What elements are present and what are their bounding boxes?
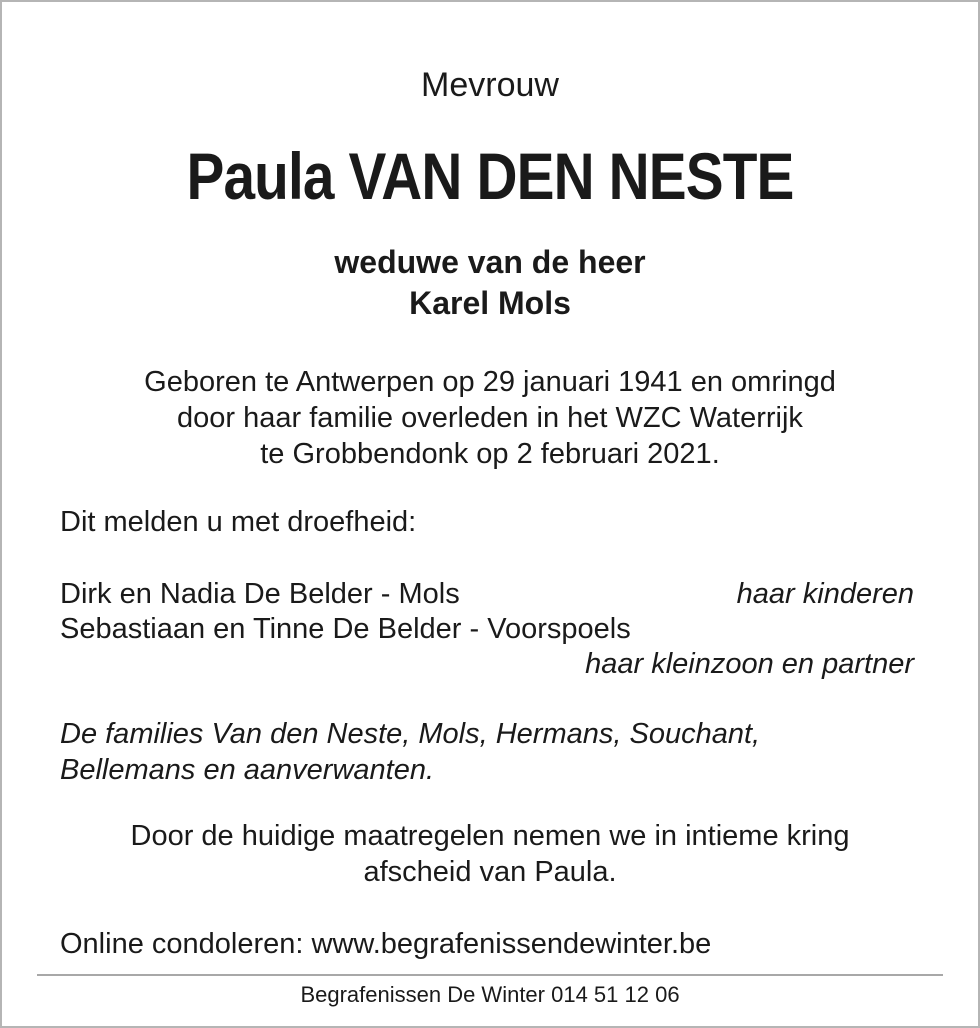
families-line: Bellemans en aanverwanten. [60, 754, 435, 786]
ceremony-text [2, 818, 978, 890]
widow-line: weduwe van de heer [334, 244, 646, 280]
birth-line: Geboren te Antwerpen op 29 januari 1941 en omringd [144, 366, 836, 398]
footer-text: Begrafenissen De Winter 014 51 12 06 [300, 982, 680, 1007]
condolence-link[interactable]: Online condoleren: www.begrafenissendewinter.be [60, 928, 712, 960]
ceremony-line: Door de huidige maatregelen nemen we in intieme kring [130, 820, 850, 852]
families-line: De families Van den Neste, Mols, Hermans, Souchant, [60, 718, 761, 750]
families-text [60, 716, 760, 788]
birth-text [2, 364, 978, 472]
family-names-grandson: Sebastiaan en Tinne De Belder - Voorspoels [60, 613, 631, 645]
announce-intro: Dit melden u met droefheid: [60, 506, 417, 538]
family-names-children: Dirk en Nadia De Belder - Mols [60, 578, 460, 610]
birth-line: door haar familie overleden in het WZC Waterrijk [177, 402, 803, 434]
family-relation-children: haar kinderen [736, 578, 914, 610]
birth-line: te Grobbendonk op 2 februari 2021. [260, 438, 720, 470]
footer-divider [37, 974, 943, 976]
ceremony-line: afscheid van Paula. [363, 856, 617, 888]
husband-name: Karel Mols [409, 285, 571, 321]
salutation: Mevrouw [421, 66, 559, 104]
family-relation-grandson: haar kleinzoon en partner [585, 648, 914, 680]
deceased-name: Paula VAN DEN NESTE [186, 139, 794, 213]
